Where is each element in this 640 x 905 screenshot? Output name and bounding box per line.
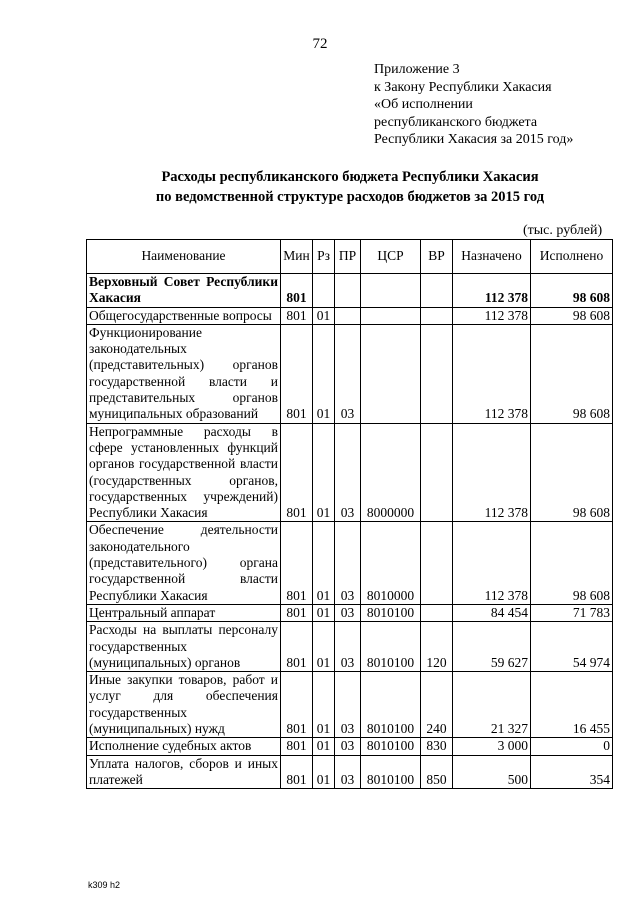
table-row xyxy=(87,622,613,672)
name-cell: Верховный Совет Республики Хакасия xyxy=(87,274,281,308)
pr-cell: 03 xyxy=(335,755,361,789)
executed-cell: 0 xyxy=(531,738,613,755)
vr-cell: 240 xyxy=(421,672,453,738)
column-header-executed: Исполнено xyxy=(531,240,613,274)
vr-cell xyxy=(421,324,453,423)
planned-cell: 112 378 xyxy=(453,274,531,308)
min-cell: 801 xyxy=(281,755,313,789)
executed-cell: 54 974 xyxy=(531,622,613,672)
min-cell: 801 xyxy=(281,738,313,755)
vr-cell xyxy=(421,604,453,621)
units-label: (тыс. рублей) xyxy=(523,223,603,238)
pr-cell: 03 xyxy=(335,738,361,755)
appendix-line: Приложение 3 xyxy=(374,62,460,77)
table-row xyxy=(87,738,613,755)
rz-cell: 01 xyxy=(313,672,335,738)
planned-cell: 21 327 xyxy=(453,672,531,738)
rz-cell: 01 xyxy=(313,522,335,604)
table-row xyxy=(87,274,613,308)
csr-cell: 8010100 xyxy=(361,755,421,789)
appendix-note xyxy=(374,61,573,149)
rz-cell: 01 xyxy=(313,324,335,423)
pr-cell: 03 xyxy=(335,622,361,672)
name-cell: Обеспечение деятельности законодательного (представительного) органа государственной власти Республики Хакасия xyxy=(87,522,281,604)
executed-cell: 98 608 xyxy=(531,274,613,308)
pr-cell: 03 xyxy=(335,604,361,621)
page-number: 72 xyxy=(312,36,328,52)
vr-cell xyxy=(421,274,453,308)
vr-cell xyxy=(421,307,453,324)
name-cell: Расходы на выплаты персоналу государственных (муниципальных) органов xyxy=(87,622,281,672)
rz-cell: 01 xyxy=(313,738,335,755)
min-cell: 801 xyxy=(281,622,313,672)
executed-cell: 98 608 xyxy=(531,324,613,423)
planned-cell: 112 378 xyxy=(453,307,531,324)
column-header-min: Мин xyxy=(281,240,313,274)
csr-cell: 8010000 xyxy=(361,522,421,604)
pr-cell: 03 xyxy=(335,522,361,604)
executed-cell: 354 xyxy=(531,755,613,789)
column-header-pr: ПР xyxy=(335,240,361,274)
table-row xyxy=(87,672,613,738)
executed-cell: 98 608 xyxy=(531,423,613,522)
column-header-vr: ВР xyxy=(421,240,453,274)
table-row xyxy=(87,755,613,789)
csr-cell xyxy=(361,307,421,324)
planned-cell: 112 378 xyxy=(453,522,531,604)
planned-cell: 500 xyxy=(453,755,531,789)
csr-cell: 8000000 xyxy=(361,423,421,522)
min-cell: 801 xyxy=(281,324,313,423)
appendix-line: к Закону Республики Хакасия xyxy=(374,79,552,95)
planned-cell: 84 454 xyxy=(453,604,531,621)
column-header-rz: Рз xyxy=(313,240,335,274)
planned-cell: 59 627 xyxy=(453,622,531,672)
name-cell: Непрограммные расходы в сфере установленных функций органов государственной власти (государственных органов, государственных учреждений) Республики Хакасия xyxy=(87,423,281,522)
rz-cell: 01 xyxy=(313,755,335,789)
rz-cell: 01 xyxy=(313,307,335,324)
planned-cell: 112 378 xyxy=(453,324,531,423)
csr-cell xyxy=(361,274,421,308)
csr-cell xyxy=(361,324,421,423)
footer-code: k309 h2 xyxy=(88,880,121,890)
vr-cell xyxy=(421,423,453,522)
column-header-planned: Назначено xyxy=(453,240,531,274)
csr-cell: 8010100 xyxy=(361,604,421,621)
planned-cell: 3 000 xyxy=(453,738,531,755)
vr-cell xyxy=(421,522,453,604)
executed-cell: 98 608 xyxy=(531,307,613,324)
vr-cell: 850 xyxy=(421,755,453,789)
csr-cell: 8010100 xyxy=(361,672,421,738)
csr-cell: 8010100 xyxy=(361,622,421,672)
appendix-line: «Об исполнении xyxy=(374,97,473,112)
name-cell: Функционирование законодательных (представительных) органов государственной власти и представительных органов муниципальных образований xyxy=(87,324,281,423)
min-cell: 801 xyxy=(281,307,313,324)
column-header-name: Наименование xyxy=(87,240,281,274)
executed-cell: 16 455 xyxy=(531,672,613,738)
name-cell: Уплата налогов, сборов и иных платежей xyxy=(87,755,281,789)
table-row xyxy=(87,604,613,621)
min-cell: 801 xyxy=(281,423,313,522)
table-row xyxy=(87,522,613,604)
table-row xyxy=(87,423,613,522)
document-title xyxy=(0,167,640,207)
executed-cell: 71 783 xyxy=(531,604,613,621)
min-cell: 801 xyxy=(281,604,313,621)
vr-cell: 830 xyxy=(421,738,453,755)
rz-cell: 01 xyxy=(313,622,335,672)
pr-cell: 03 xyxy=(335,672,361,738)
csr-cell: 8010100 xyxy=(361,738,421,755)
table-row xyxy=(87,324,613,423)
name-cell: Центральный аппарат xyxy=(87,604,281,621)
min-cell: 801 xyxy=(281,672,313,738)
pr-cell xyxy=(335,274,361,308)
vr-cell: 120 xyxy=(421,622,453,672)
table-body xyxy=(87,274,613,789)
pr-cell: 03 xyxy=(335,423,361,522)
executed-cell: 98 608 xyxy=(531,522,613,604)
appendix-line: Республики Хакасия за 2015 год» xyxy=(374,132,574,147)
expenditure-table xyxy=(86,239,613,789)
name-cell: Иные закупки товаров, работ и услуг для обеспечения государственных (муниципальных) нужд xyxy=(87,672,281,738)
rz-cell xyxy=(313,274,335,308)
rz-cell: 01 xyxy=(313,604,335,621)
min-cell: 801 xyxy=(281,274,313,308)
pr-cell: 03 xyxy=(335,324,361,423)
name-cell: Общегосударственные вопросы xyxy=(87,307,281,324)
min-cell: 801 xyxy=(281,522,313,604)
column-header-csr: ЦСР xyxy=(361,240,421,274)
rz-cell: 01 xyxy=(313,423,335,522)
planned-cell: 112 378 xyxy=(453,423,531,522)
name-cell: Исполнение судебных актов xyxy=(87,738,281,755)
pr-cell xyxy=(335,307,361,324)
table-header-row xyxy=(87,240,613,274)
table-row xyxy=(87,307,613,324)
title-line: по ведомственной структуре расходов бюджетов за 2015 год xyxy=(155,189,545,205)
title-line: Расходы республиканского бюджета Республики Хакасия xyxy=(161,169,539,185)
appendix-line: республиканского бюджета xyxy=(374,114,538,130)
